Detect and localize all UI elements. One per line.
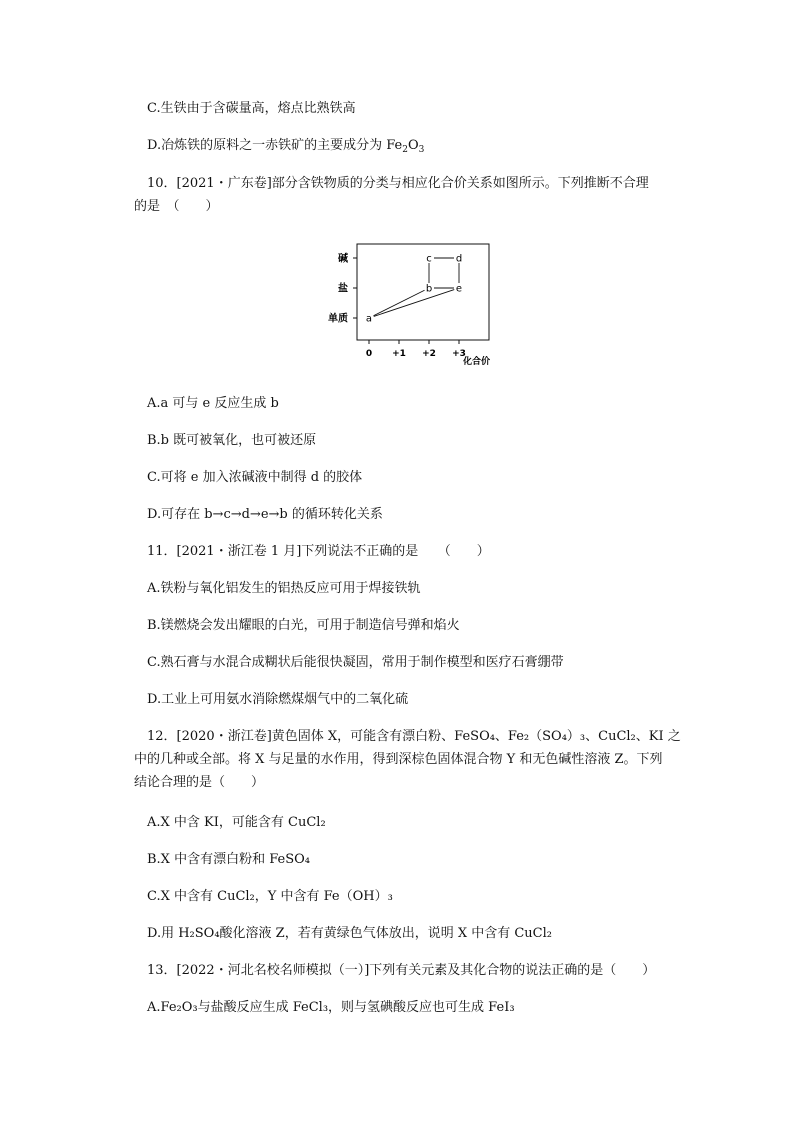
point-label-c: c	[426, 253, 432, 265]
point-label-e: e	[455, 283, 463, 295]
y-tick-label: 碱	[338, 253, 348, 265]
q12-stem-line3: 结论合理的是（ ）	[134, 775, 265, 790]
q13-stem: 13．[2022・河北名校名师模拟（一）]下列有关元素及其化合物的说法正确的是（ ）	[147, 963, 656, 978]
chart-frame	[357, 244, 489, 340]
x-tick-label: 0	[365, 349, 373, 359]
q11-option-c: C.熟石膏与水混合成糊状后能很快凝固，常用于制作模型和医疗石膏绷带	[147, 655, 564, 670]
q12-option-c: C.X 中含有 CuCl₂，Y 中含有 Fe（OH）₃	[147, 889, 393, 904]
q12-stem-line2: 中的几种或全部。将 X 与足量的水作用，得到深棕色固体混合物 Y 和无色碱性溶液 Z。下列	[134, 752, 663, 767]
q10-option-c: C.可将 e 加入浓碱液中制得 d 的胶体	[147, 470, 363, 485]
q12-option-d: D.用 H₂SO₄酸化溶液 Z，若有黄绿色气体放出，说明 X 中含有 CuCl₂	[147, 926, 552, 941]
point-label-d: d	[455, 253, 463, 265]
y-tick-label: 单质	[328, 313, 348, 325]
q11-stem: 11．[2021・浙江卷 1 月]下列说法不正确的是 （ ）	[147, 544, 490, 559]
connection-a-e	[374, 290, 455, 317]
q10-option-d: D.可存在 b→c→d→e→b 的循环转化关系	[147, 507, 383, 522]
q11-option-a: A.铁粉与氧化铝发生的铝热反应可用于焊接铁轨	[147, 581, 421, 596]
q10-stem-line1: 10．[2021・广东卷]部分含铁物质的分类与相应化合价关系如图所示。下列推断不合理	[147, 176, 649, 191]
x-tick-label: +2	[422, 349, 436, 359]
q12-option-a: A.X 中含 KI，可能含有 CuCl₂	[147, 815, 326, 830]
x-tick-label: +1	[392, 349, 406, 359]
q10-option-b: B.b 既可被氧化，也可被还原	[147, 433, 317, 448]
q13-option-a: A.Fe₂O₃与盐酸反应生成 FeCl₃，则与氢碘酸反应也可生成 FeI₃	[147, 1000, 515, 1015]
connection-a-b	[373, 290, 424, 316]
q9-option-c: C.生铁由于含碳量高，熔点比熟铁高	[147, 101, 356, 116]
q12-stem-line1: 12．[2020・浙江卷]黄色固体 X，可能含有漂白粉、FeSO₄、Fe₂（SO₄）₃、CuCl₂、KI 之	[147, 729, 681, 744]
iron-valence-chart	[320, 240, 510, 372]
q10-option-a: A.a 可与 e 反应生成 b	[147, 396, 279, 411]
y-tick-label: 盐	[338, 283, 348, 295]
q12-option-b: B.X 中含有漂白粉和 FeSO₄	[147, 852, 310, 867]
point-label-b: b	[425, 283, 433, 295]
x-tick-label: +3	[452, 349, 466, 359]
x-axis-label: 化合价	[463, 357, 491, 367]
q10-stem-line2: 的是 （ ）	[134, 199, 219, 214]
point-label-a: a	[365, 313, 373, 325]
q11-option-b: B.镁燃烧会发出耀眼的白光，可用于制造信号弹和焰火	[147, 618, 460, 633]
q9-option-d: D.冶炼铁的原料之一赤铁矿的主要成分为 $Fe_2O_3$	[147, 138, 425, 155]
q11-option-d: D.工业上可用氨水消除燃煤烟气中的二氧化硫	[147, 692, 409, 707]
